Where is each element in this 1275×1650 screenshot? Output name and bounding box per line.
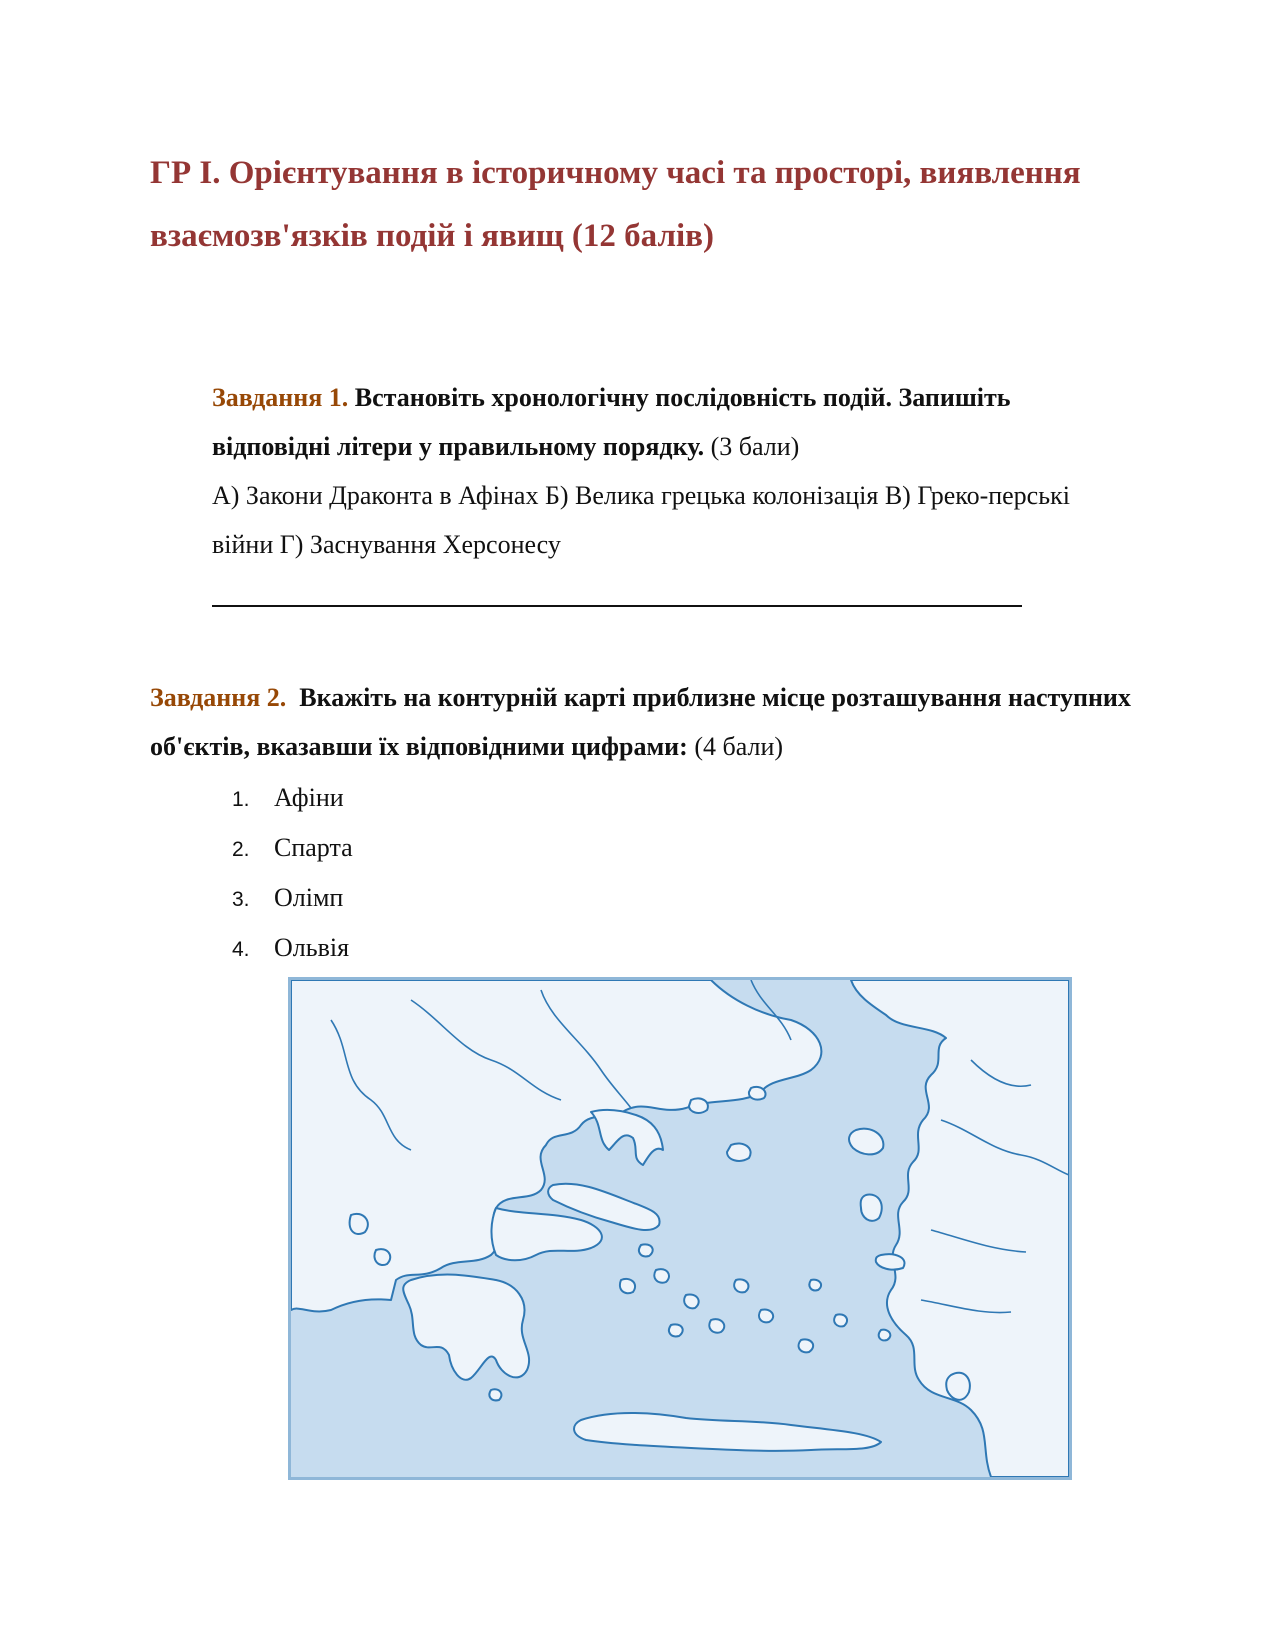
samothrace-island bbox=[749, 1087, 766, 1100]
chalkidiki-land bbox=[591, 1110, 663, 1165]
list-item bbox=[232, 873, 353, 923]
list-item-number: 2. bbox=[232, 838, 250, 861]
cyclades-island bbox=[669, 1324, 683, 1336]
rhodes-island bbox=[946, 1373, 970, 1400]
anatolia-land bbox=[851, 980, 1069, 1477]
cyclades-island bbox=[620, 1279, 635, 1293]
task-1 bbox=[212, 373, 1112, 607]
task-2-number: Завдання 2. bbox=[150, 683, 287, 712]
list-item bbox=[232, 823, 353, 873]
thasos-island bbox=[689, 1098, 708, 1113]
ionian-island bbox=[374, 1249, 390, 1265]
cythera-island bbox=[489, 1389, 501, 1400]
list-item-label: Спарта bbox=[274, 833, 353, 862]
list-item bbox=[232, 773, 353, 823]
task-1-options: А) Закони Драконта в Афінах Б) Велика грецька колонізація В) Греко-перські війни Г) Заснування Херсонесу bbox=[212, 481, 1070, 559]
cyclades-island bbox=[709, 1319, 724, 1333]
cyclades-island bbox=[879, 1330, 891, 1341]
cyclades-island bbox=[834, 1314, 847, 1326]
task-2-points: (4 бали) bbox=[694, 732, 784, 761]
answer-line[interactable] bbox=[212, 587, 1022, 607]
lesbos-island bbox=[849, 1129, 883, 1155]
chios-island bbox=[861, 1195, 882, 1221]
cyclades-island bbox=[734, 1279, 748, 1292]
task-2 bbox=[150, 673, 1150, 771]
task-1-number: Завдання 1. bbox=[212, 383, 349, 412]
section-heading: ГР І. Орієнтування в історичному часі та просторі, виявлення взаємозв'язків подій і явищ (12 балів) bbox=[150, 155, 1081, 254]
list-item bbox=[232, 923, 353, 973]
crete-island bbox=[574, 1413, 881, 1451]
samos-island bbox=[876, 1254, 905, 1269]
peloponnese-land bbox=[403, 1275, 529, 1380]
attica-land bbox=[491, 1208, 601, 1260]
cyclades-island bbox=[799, 1339, 814, 1352]
list-item-label: Ольвія bbox=[274, 933, 350, 962]
cyclades-island bbox=[639, 1244, 653, 1256]
task-1-points: (3 бали) bbox=[710, 432, 800, 461]
task-2-question: Вкажіть на контурній карті приблизне місце розташування наступних об'єктів, вказавши їх відповідними цифрами: bbox=[150, 683, 1131, 761]
list-item-label: Олімп bbox=[274, 883, 344, 912]
list-item-number: 3. bbox=[232, 888, 250, 911]
ionian-island bbox=[350, 1214, 368, 1234]
lemnos-island bbox=[727, 1143, 751, 1160]
task-1-question: Встановіть хронологічну послідовність подій. Запишіть відповідні літери у правильному порядку. bbox=[212, 383, 1011, 461]
contour-map-drawing bbox=[291, 980, 1069, 1477]
list-item-number: 4. bbox=[232, 938, 250, 961]
cyclades-island bbox=[654, 1269, 669, 1283]
cyclades-island bbox=[809, 1280, 821, 1291]
list-item-number: 1. bbox=[232, 788, 250, 811]
contour-map[interactable] bbox=[288, 977, 1072, 1480]
cyclades-island bbox=[759, 1309, 773, 1322]
cyclades-island bbox=[684, 1294, 699, 1308]
list-item-label: Афіни bbox=[274, 783, 344, 812]
objects-list bbox=[232, 773, 353, 973]
